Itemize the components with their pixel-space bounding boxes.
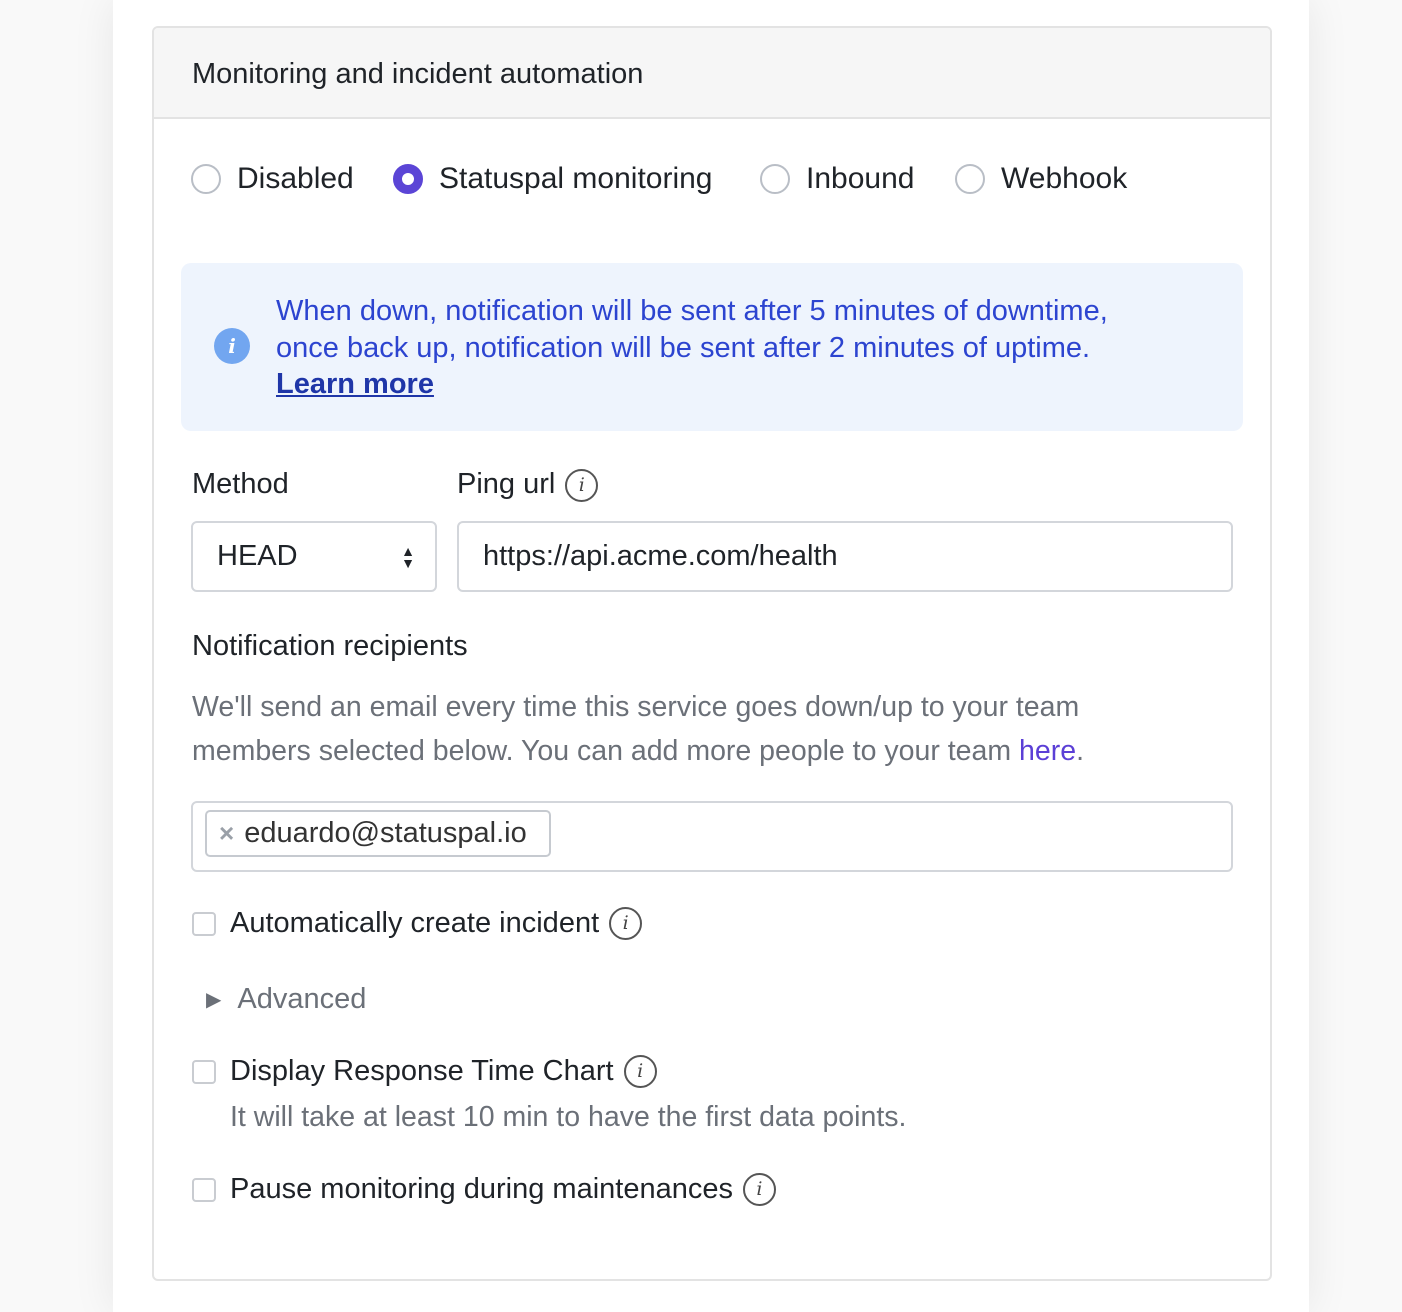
help-line: We'll send an email every time this service goes down/up to your team [192,691,1080,723]
advanced-label: Advanced [237,983,367,1015]
recipients-help [192,685,1084,773]
option-label: Automatically create incident [230,907,600,939]
recipients-label: Notification recipients [192,630,468,662]
alert-line: When down, notification will be sent after 5 minutes of downtime, [276,295,1108,327]
recipient-email: eduardo@statuspal.io [244,817,527,849]
radio-circle[interactable] [955,164,985,194]
period: . [1076,735,1084,767]
radio-circle[interactable] [191,164,221,194]
panel-title: Monitoring and incident automation [154,28,1270,119]
monitoring-panel [152,26,1272,1281]
pause-monitoring-checkbox[interactable] [192,1178,216,1202]
ping-url-value: https://api.acme.com/health [483,540,838,572]
info-icon[interactable]: i [609,907,642,940]
recipient-tag [205,810,551,857]
radio-label: Statuspal monitoring [439,162,713,195]
page [113,0,1309,1312]
auto-incident-checkbox[interactable] [192,912,216,936]
method-value: HEAD [217,540,298,572]
ping-url-label-text: Ping url [457,468,556,500]
advanced-toggle[interactable] [206,983,366,1016]
ping-url-label [457,468,598,502]
triangle-right-icon: ▶ [206,989,222,1011]
info-icon[interactable]: i [743,1173,776,1206]
response-chart-help: It will take at least 10 min to have the first data points. [230,1101,907,1133]
remove-tag-icon[interactable]: × [219,818,235,848]
radio-label: Inbound [806,162,915,195]
info-alert [181,263,1243,431]
response-chart-checkbox[interactable] [192,1060,216,1084]
radio-disabled[interactable] [191,162,354,196]
radio-circle[interactable] [393,164,423,194]
radio-label: Disabled [237,162,354,195]
option-label: Display Response Time Chart [230,1055,614,1087]
radio-inbound[interactable] [760,162,914,196]
select-arrows-icon: ▲ ▼ [401,542,415,571]
info-icon[interactable]: i [565,469,598,502]
ping-url-input[interactable] [457,521,1233,592]
pause-monitoring-option [192,1173,776,1206]
method-select[interactable] [191,521,437,592]
help-line: members selected below. You can add more people to your team [192,735,1020,767]
info-icon[interactable]: i [624,1055,657,1088]
response-chart-option [192,1055,657,1088]
option-label: Pause monitoring during maintenances [230,1173,733,1205]
team-here-link[interactable]: here [1019,735,1077,767]
radio-statuspal-monitoring[interactable] [393,162,713,196]
learn-more-link[interactable]: Learn more [276,368,434,400]
radio-webhook[interactable] [955,162,1127,196]
alert-line: once back up, notification will be sent after 2 minutes of uptime. [276,331,1091,364]
recipients-input[interactable] [191,801,1233,872]
auto-incident-option [192,907,642,940]
radio-circle[interactable] [760,164,790,194]
info-icon: i [214,328,250,364]
method-label: Method [192,468,289,500]
radio-label: Webhook [1001,162,1128,195]
alert-text [276,293,1108,403]
